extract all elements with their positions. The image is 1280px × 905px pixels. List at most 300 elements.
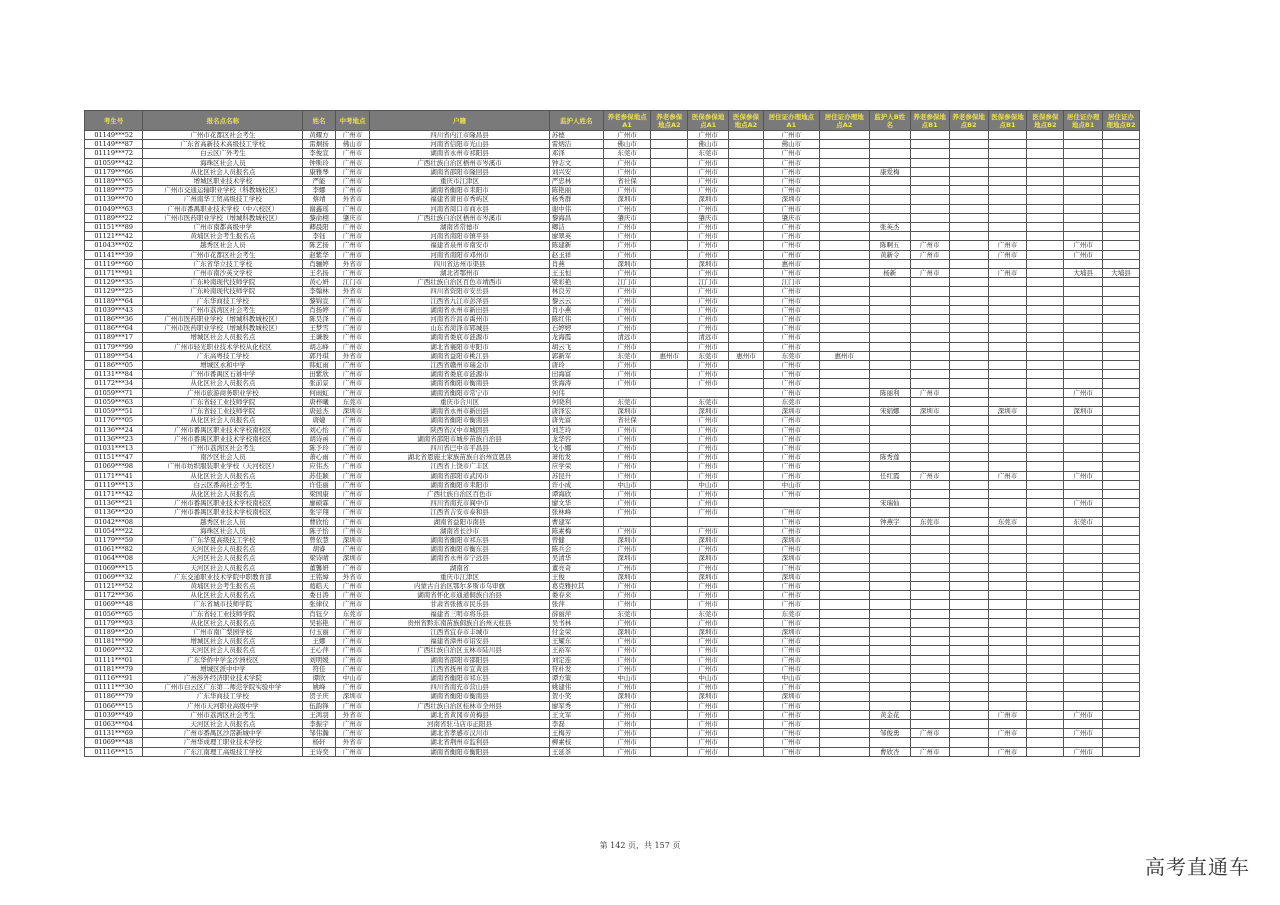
table-cell: 黄耀方 <box>303 131 335 140</box>
table-cell: 广州市 <box>688 489 729 498</box>
table-cell: 广州市 <box>763 379 819 388</box>
table-cell <box>988 140 1027 149</box>
table-row <box>85 600 1140 609</box>
table-cell: 01189***75 <box>85 186 143 195</box>
table-cell <box>819 627 869 636</box>
table-cell: 江西省赣州市瑞金市 <box>370 361 549 370</box>
table-cell: 广州市 <box>763 747 819 756</box>
table-cell <box>729 655 764 664</box>
table-cell: 宋娟娜 <box>869 407 910 416</box>
table-cell <box>869 351 910 360</box>
table-cell <box>651 673 688 682</box>
table-cell <box>729 131 764 140</box>
table-cell: 广州市 <box>335 720 370 729</box>
table-cell <box>910 710 949 719</box>
table-cell <box>1064 333 1103 342</box>
table-cell <box>910 443 949 452</box>
table-cell: 广州市 <box>603 232 651 241</box>
table-cell: 增城区职业技术学校 <box>143 177 303 186</box>
table-cell: 广州市 <box>763 526 819 535</box>
table-cell: 广州市 <box>688 315 729 324</box>
table-header-row <box>85 111 1140 131</box>
table-cell <box>949 158 988 167</box>
table-cell <box>988 738 1027 747</box>
table-row <box>85 177 1140 186</box>
column-header: 医保参保地点B2 <box>1027 111 1064 131</box>
table-cell: 胡睿 <box>303 545 335 554</box>
table-cell <box>1027 692 1064 701</box>
table-cell <box>651 563 688 572</box>
table-cell: 广州市 <box>988 269 1027 278</box>
table-cell <box>729 269 764 278</box>
table-cell: 白云区番高社会考生 <box>143 480 303 489</box>
table-row <box>85 738 1140 747</box>
table-cell <box>869 186 910 195</box>
table-cell <box>763 499 819 508</box>
table-cell <box>910 701 949 710</box>
table-cell <box>988 563 1027 572</box>
table-cell: 东莞市 <box>988 517 1027 526</box>
table-cell: 广州市 <box>335 443 370 452</box>
table-cell: 四川省巴中市平昌县 <box>370 443 549 452</box>
table-cell: 曾依慧 <box>303 535 335 544</box>
table-cell: 广州市天河职业高级中学 <box>143 701 303 710</box>
table-cell: 广州市 <box>335 223 370 232</box>
table-cell: 广州市 <box>763 729 819 738</box>
table-cell <box>1103 673 1140 682</box>
table-cell: 01171***42 <box>85 489 143 498</box>
table-cell <box>869 489 910 498</box>
table-cell: 广州市 <box>763 204 819 213</box>
table-row <box>85 361 1140 370</box>
table-cell <box>1027 241 1064 250</box>
table-cell <box>1064 140 1103 149</box>
table-cell <box>819 333 869 342</box>
table-cell <box>1064 720 1103 729</box>
table-cell: 广州市 <box>335 232 370 241</box>
table-cell <box>910 646 949 655</box>
table-cell <box>1064 692 1103 701</box>
table-cell <box>869 140 910 149</box>
table-cell <box>1103 618 1140 627</box>
table-cell: 湖南省永州市新田县 <box>370 407 549 416</box>
table-cell <box>729 195 764 204</box>
table-cell: 广州市 <box>763 618 819 627</box>
table-cell <box>651 517 688 526</box>
table-cell <box>651 600 688 609</box>
table-cell <box>1103 517 1140 526</box>
table-cell <box>1103 738 1140 747</box>
table-cell <box>651 186 688 195</box>
table-cell <box>729 324 764 333</box>
table-cell <box>869 683 910 692</box>
table-row <box>85 351 1140 360</box>
table-cell <box>729 278 764 287</box>
table-cell <box>910 342 949 351</box>
table-cell: 广州市 <box>688 471 729 480</box>
table-cell <box>910 296 949 305</box>
table-cell: 唐先富 <box>549 416 603 425</box>
table-cell <box>1027 232 1064 241</box>
table-cell <box>1027 508 1064 517</box>
table-cell: 广东岭南现代技师学院 <box>143 278 303 287</box>
table-cell <box>949 186 988 195</box>
table-cell: 01116***15 <box>85 747 143 756</box>
table-cell: 越秀区社会人员 <box>143 241 303 250</box>
table-cell <box>729 618 764 627</box>
table-cell: 广州市 <box>603 508 651 517</box>
table-cell: 江西省九江市彭泽县 <box>370 296 549 305</box>
table-cell <box>688 517 729 526</box>
table-cell: 赵紫华 <box>303 250 335 259</box>
table-cell <box>729 738 764 747</box>
table-cell <box>910 370 949 379</box>
table-row <box>85 683 1140 692</box>
table-cell: 湖南省永州市新田县 <box>370 305 549 314</box>
table-cell: 陈红伟 <box>549 315 603 324</box>
table-cell <box>910 609 949 618</box>
table-cell: 01063***04 <box>85 720 143 729</box>
table-row <box>85 646 1140 655</box>
table-cell: 天河区社会人员报名点 <box>143 563 303 572</box>
table-cell <box>910 637 949 646</box>
table-cell: 邓泽 <box>549 149 603 158</box>
table-cell: 广州市 <box>688 370 729 379</box>
table-cell <box>988 351 1027 360</box>
table-row <box>85 729 1140 738</box>
table-cell <box>949 664 988 673</box>
table-cell: 广州市 <box>763 646 819 655</box>
table-cell <box>819 692 869 701</box>
table-cell <box>869 609 910 618</box>
table-cell <box>869 637 910 646</box>
table-cell: 陕西省汉中市城固县 <box>370 425 549 434</box>
table-cell: 广州市番禺区职业技术学校南校区 <box>143 425 303 434</box>
table-cell <box>819 526 869 535</box>
table-cell: 张英杰 <box>869 223 910 232</box>
table-cell: 广州市 <box>335 149 370 158</box>
table-cell <box>729 305 764 314</box>
table-cell <box>651 453 688 462</box>
table-cell: 广州市 <box>763 223 819 232</box>
table-cell: 广州市 <box>763 471 819 480</box>
table-cell: 广州市 <box>910 729 949 738</box>
table-cell: 东莞市 <box>335 609 370 618</box>
table-cell: 广州市 <box>603 600 651 609</box>
table-cell <box>1064 572 1103 581</box>
table-cell <box>651 425 688 434</box>
table-cell <box>988 508 1027 517</box>
table-cell <box>819 443 869 452</box>
table-cell <box>1027 545 1064 554</box>
table-cell <box>1027 535 1064 544</box>
table-cell <box>729 388 764 397</box>
table-cell: 刘明媛 <box>303 655 335 664</box>
table-cell: 01171***91 <box>85 269 143 278</box>
table-cell: 01066***15 <box>85 701 143 710</box>
table-cell <box>988 462 1027 471</box>
table-cell <box>949 692 988 701</box>
table-cell: 广州市 <box>763 333 819 342</box>
table-cell <box>819 131 869 140</box>
table-cell: 广州市 <box>603 471 651 480</box>
table-cell <box>819 554 869 563</box>
table-cell <box>910 453 949 462</box>
column-header: 医保参保地点A1 <box>688 111 729 131</box>
table-cell: 广州市 <box>688 167 729 176</box>
table-cell <box>988 296 1027 305</box>
table-cell <box>1027 655 1064 664</box>
table-cell: 江门市 <box>335 278 370 287</box>
table-cell: 康雅琴 <box>303 167 335 176</box>
table-cell <box>1064 379 1103 388</box>
table-cell <box>949 223 988 232</box>
table-cell: 广州市 <box>763 600 819 609</box>
table-cell <box>869 370 910 379</box>
table-cell: 广州市 <box>688 545 729 554</box>
table-cell <box>988 131 1027 140</box>
table-row <box>85 407 1140 416</box>
table-cell <box>1064 351 1103 360</box>
table-cell: 广州市 <box>335 646 370 655</box>
table-cell: 01149***52 <box>85 131 143 140</box>
table-cell <box>910 673 949 682</box>
table-cell: 付玉丽 <box>303 627 335 636</box>
table-cell <box>988 646 1027 655</box>
table-cell: 湖北省荆州市监利县 <box>370 738 549 747</box>
table-cell: 黄金花 <box>869 710 910 719</box>
column-header: 姓名 <box>303 111 335 131</box>
table-cell: 01141***39 <box>85 250 143 259</box>
table-cell: 天河区社会人员报名点 <box>143 545 303 554</box>
table-cell <box>729 572 764 581</box>
table-cell <box>819 508 869 517</box>
table-cell: 唐婕 <box>303 416 335 425</box>
table-cell <box>1027 618 1064 627</box>
table-cell <box>1064 526 1103 535</box>
table-cell: 从化区社会人员报名点 <box>143 416 303 425</box>
table-cell: 贺小笑 <box>549 692 603 701</box>
table-cell: 东莞市 <box>1064 517 1103 526</box>
table-cell <box>1103 140 1140 149</box>
table-cell <box>1064 646 1103 655</box>
table-cell: 田紫欣 <box>303 370 335 379</box>
table-cell: 广州市轻光职业技术学校从化校区 <box>143 342 303 351</box>
table-cell <box>1103 554 1140 563</box>
table-cell: 广东岭南现代技师学院 <box>143 287 303 296</box>
table-cell: 湖南省常德市 <box>370 223 549 232</box>
table-cell: 广东省城市技师学院 <box>143 600 303 609</box>
table-cell: 广州市 <box>688 177 729 186</box>
table-cell: 伍韵锋 <box>303 701 335 710</box>
table-cell: 娄春来 <box>549 591 603 600</box>
table-cell <box>603 388 651 397</box>
table-cell: 广州市 <box>603 489 651 498</box>
table-cell: 卿洁 <box>549 223 603 232</box>
table-cell <box>949 563 988 572</box>
table-cell: 深圳市 <box>688 554 729 563</box>
table-row <box>85 545 1140 554</box>
table-cell: 郭丹琪 <box>303 351 335 360</box>
table-cell <box>651 158 688 167</box>
table-cell <box>1027 370 1064 379</box>
table-cell <box>819 278 869 287</box>
table-cell <box>1064 545 1103 554</box>
table-cell: 刘心怡 <box>303 425 335 434</box>
table-cell <box>949 287 988 296</box>
table-cell <box>819 416 869 425</box>
table-cell: 广州市 <box>335 729 370 738</box>
table-cell: 付金荣 <box>549 627 603 636</box>
table-row <box>85 324 1140 333</box>
table-cell <box>819 361 869 370</box>
table-cell: 董馨妍 <box>303 563 335 572</box>
table-row <box>85 701 1140 710</box>
table-cell <box>1103 232 1140 241</box>
table-cell <box>949 526 988 535</box>
table-cell <box>1103 646 1140 655</box>
table-cell: 广州市 <box>688 738 729 747</box>
table-cell: 深圳市 <box>603 627 651 636</box>
table-row <box>85 747 1140 756</box>
table-cell <box>869 572 910 581</box>
table-cell <box>1064 701 1103 710</box>
table-cell: 外省市 <box>335 259 370 268</box>
table-cell <box>869 462 910 471</box>
table-cell <box>819 453 869 462</box>
table-cell <box>819 462 869 471</box>
table-cell: 广州市 <box>603 526 651 535</box>
table-row <box>85 379 1140 388</box>
table-cell <box>869 646 910 655</box>
table-cell: 严能 <box>303 177 335 186</box>
table-cell: 深圳市 <box>335 407 370 416</box>
table-cell: 廖军秀 <box>549 701 603 710</box>
table-row <box>85 591 1140 600</box>
table-cell: 符朴发 <box>549 664 603 673</box>
column-header: 医保参保地点A2 <box>729 111 764 131</box>
table-cell <box>819 471 869 480</box>
table-cell <box>651 140 688 149</box>
table-row <box>85 278 1140 287</box>
table-cell <box>1103 563 1140 572</box>
table-cell <box>988 259 1027 268</box>
table-cell: 深圳市 <box>763 627 819 636</box>
table-cell: 湖南省衡阳市衡南县 <box>370 416 549 425</box>
table-cell: 湖南省娄底市涟源市 <box>370 333 549 342</box>
table-cell: 河南省信阳市光山县 <box>370 140 549 149</box>
table-cell: 深圳市 <box>603 572 651 581</box>
table-cell <box>949 269 988 278</box>
table-cell: 广州市 <box>335 204 370 213</box>
table-row <box>85 223 1140 232</box>
table-row <box>85 204 1140 213</box>
table-cell <box>1027 361 1064 370</box>
table-row <box>85 287 1140 296</box>
table-cell: 广州市花都区社会考生 <box>143 131 303 140</box>
table-cell: 东莞市 <box>688 149 729 158</box>
table-cell: 深圳市 <box>335 554 370 563</box>
table-cell: 佛山市 <box>603 140 651 149</box>
table-cell <box>869 342 910 351</box>
table-cell <box>651 333 688 342</box>
table-cell <box>1103 453 1140 462</box>
table-row <box>85 526 1140 535</box>
table-cell <box>819 517 869 526</box>
table-cell <box>1027 425 1064 434</box>
table-cell <box>1027 627 1064 636</box>
table-cell: 广州市番禺区职业技术学校南校区 <box>143 434 303 443</box>
table-cell <box>869 425 910 434</box>
table-cell <box>910 692 949 701</box>
table-cell <box>651 407 688 416</box>
table-cell: 福建省三明市将乐县 <box>370 609 549 618</box>
table-cell: 曹欣杏 <box>869 747 910 756</box>
table-cell: 广州市 <box>335 269 370 278</box>
table-cell <box>819 370 869 379</box>
table-cell <box>729 361 764 370</box>
table-cell: 广州市 <box>688 287 729 296</box>
table-cell: 01111***01 <box>85 655 143 664</box>
table-cell: 肖骊婷 <box>303 259 335 268</box>
table-cell <box>1064 158 1103 167</box>
table-cell: 湖南省益阳市桃江县 <box>370 351 549 360</box>
table-cell: 广州市 <box>763 738 819 747</box>
table-cell <box>729 747 764 756</box>
table-cell: 河南省南阳市邓州市 <box>370 250 549 259</box>
table-cell <box>949 489 988 498</box>
table-cell <box>869 627 910 636</box>
table-cell <box>651 462 688 471</box>
table-cell: 增城区社会人员报名点 <box>143 333 303 342</box>
table-cell <box>949 388 988 397</box>
table-cell <box>949 204 988 213</box>
table-cell: 广州市 <box>603 545 651 554</box>
table-cell <box>1064 443 1103 452</box>
table-cell <box>869 434 910 443</box>
table-cell <box>1103 692 1140 701</box>
table-cell <box>729 517 764 526</box>
table-cell: 吴裕艳 <box>303 618 335 627</box>
table-cell <box>1103 434 1140 443</box>
table-cell: 惠州市 <box>651 351 688 360</box>
table-cell: 湖南省衡阳市耒阳市 <box>370 186 549 195</box>
table-cell <box>1027 591 1064 600</box>
table-cell <box>949 471 988 480</box>
table-cell: 李俊宣 <box>303 149 335 158</box>
table-cell <box>1103 351 1140 360</box>
table-cell <box>910 600 949 609</box>
table-cell <box>729 554 764 563</box>
table-cell <box>988 425 1027 434</box>
table-cell: 广州市 <box>603 131 651 140</box>
table-cell <box>1027 186 1064 195</box>
table-cell <box>1027 351 1064 360</box>
table-cell <box>949 213 988 222</box>
table-cell <box>988 572 1027 581</box>
table-cell <box>651 701 688 710</box>
table-cell <box>729 489 764 498</box>
table-cell <box>819 655 869 664</box>
table-cell <box>869 701 910 710</box>
table-cell <box>1027 416 1064 425</box>
table-cell: 01131***69 <box>85 729 143 738</box>
table-cell: 萧心雨 <box>303 453 335 462</box>
table-cell <box>869 563 910 572</box>
column-header: 居住证办理地点A1 <box>763 111 819 131</box>
table-cell <box>1064 278 1103 287</box>
table-cell: 广州市 <box>1064 388 1103 397</box>
